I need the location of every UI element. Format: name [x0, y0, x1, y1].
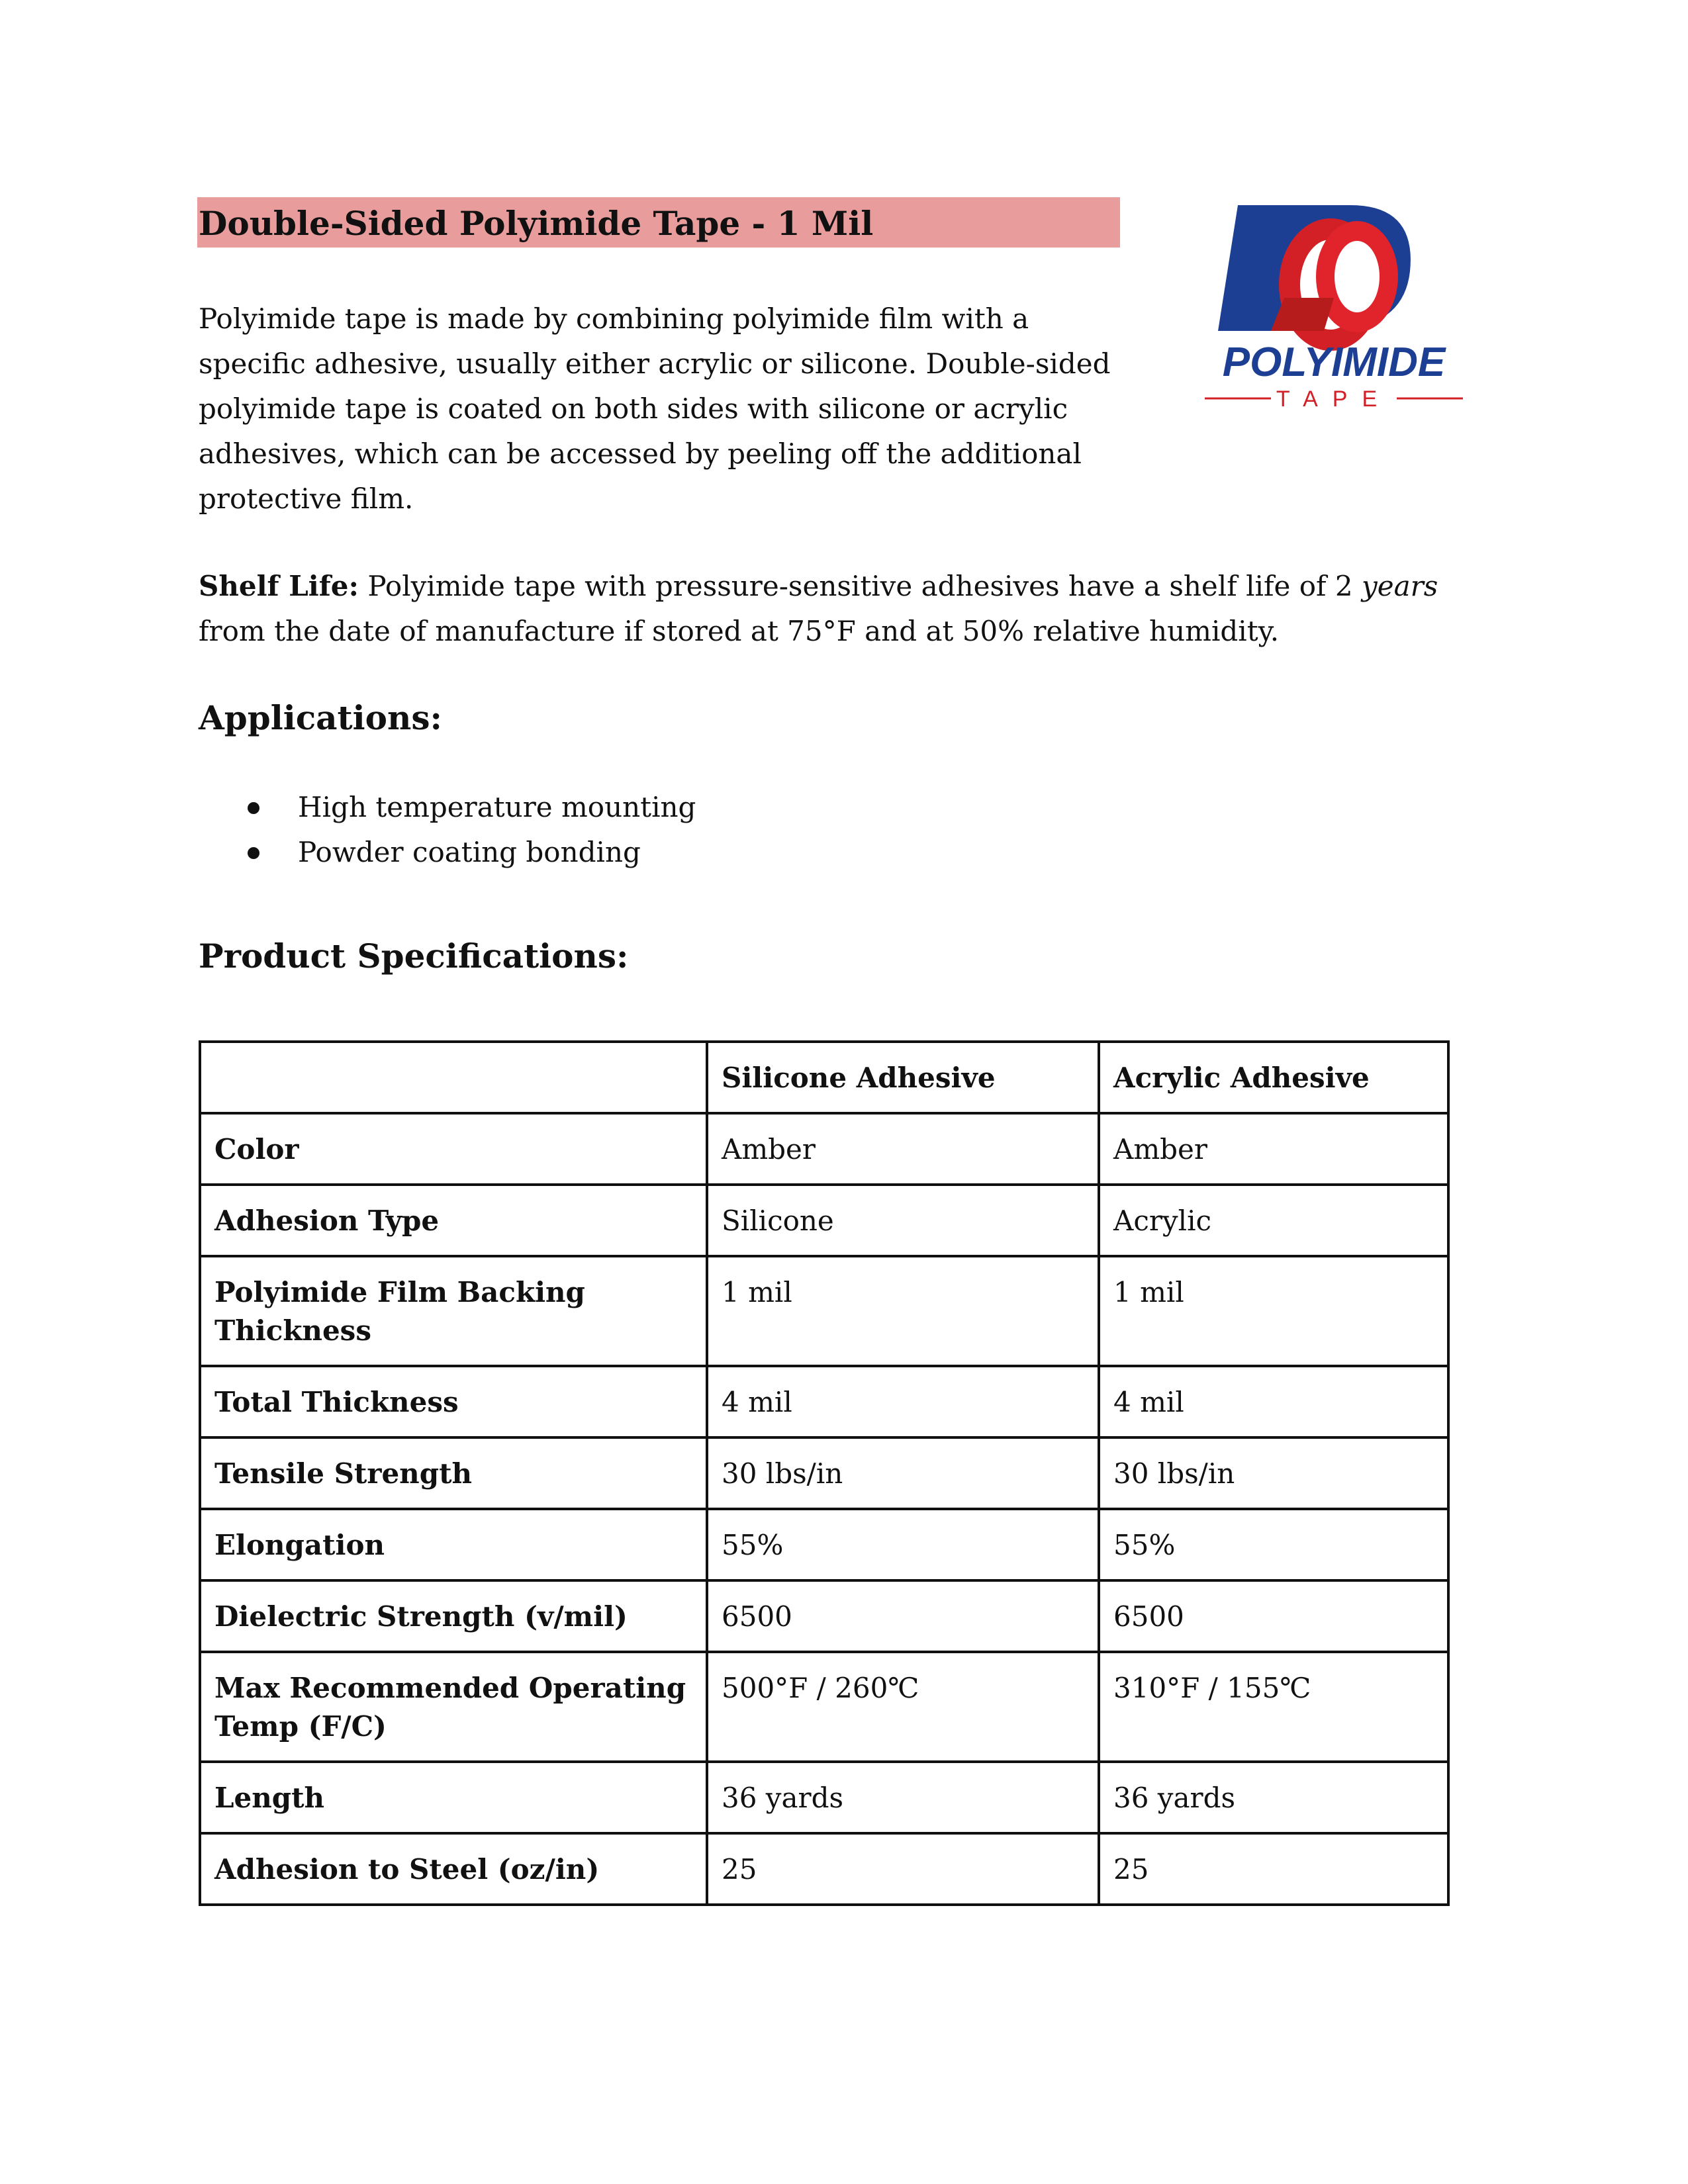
table-row — [200, 1833, 1448, 1905]
silicone-value: 500°F / 260℃ — [707, 1652, 1099, 1762]
silicone-value: 25 — [707, 1833, 1099, 1905]
shelf-life-label: Shelf Life: — [199, 570, 359, 602]
silicone-value: 1 mil — [707, 1256, 1099, 1366]
logo-brand-text: POLYIMIDE — [1222, 340, 1446, 385]
silicone-value: 4 mil — [707, 1366, 1099, 1437]
row-label: Total Thickness — [200, 1366, 707, 1437]
acrylic-value: 1 mil — [1099, 1256, 1448, 1366]
acrylic-value: 36 yards — [1099, 1762, 1448, 1833]
row-label: Max Recommended Operating Temp (F/C) — [200, 1652, 707, 1762]
row-label: Dielectric Strength (v/mil) — [200, 1580, 707, 1652]
table-row — [200, 1437, 1448, 1509]
table-row — [200, 1366, 1448, 1437]
silicone-value: 55% — [707, 1509, 1099, 1580]
acrylic-value: 6500 — [1099, 1580, 1448, 1652]
polyimide-tape-logo — [1192, 199, 1476, 417]
table-header-row — [200, 1042, 1448, 1113]
table-row — [200, 1652, 1448, 1762]
acrylic-value: 25 — [1099, 1833, 1448, 1905]
row-label: Tensile Strength — [200, 1437, 707, 1509]
table-row — [200, 1762, 1448, 1833]
acrylic-value: 30 lbs/in — [1099, 1437, 1448, 1509]
header-empty-cell — [200, 1042, 707, 1113]
acrylic-value: 4 mil — [1099, 1366, 1448, 1437]
list-item: Powder coating bonding — [199, 830, 696, 875]
table-row — [200, 1509, 1448, 1580]
page-title: Double-Sided Polyimide Tape - 1 Mil — [199, 204, 874, 243]
row-label: Length — [200, 1762, 707, 1833]
silicone-value: 36 yards — [707, 1762, 1099, 1833]
specifications-heading: Product Specifications: — [199, 936, 629, 976]
bullet-icon — [248, 847, 259, 859]
row-label: Polyimide Film Backing Thickness — [200, 1256, 707, 1366]
acrylic-value: Amber — [1099, 1113, 1448, 1185]
applications-list — [199, 785, 696, 875]
acrylic-value: 310°F / 155℃ — [1099, 1652, 1448, 1762]
header-silicone: Silicone Adhesive — [707, 1042, 1099, 1113]
header-acrylic: Acrylic Adhesive — [1099, 1042, 1448, 1113]
row-label: Adhesion Type — [200, 1185, 707, 1256]
table-row — [200, 1185, 1448, 1256]
logo-sub-text: TAPE — [1276, 387, 1392, 412]
silicone-value: 30 lbs/in — [707, 1437, 1099, 1509]
table-row — [200, 1113, 1448, 1185]
intro-paragraph: Polyimide tape is made by combining polyimide film with a specific adhesive, usually either acrylic or silicone. Double-sided polyimide tape is coated on both sides with silicone or acrylic adhesives, which can be accessed by peeling off the additional protective film. — [199, 302, 1111, 515]
silicone-value: Amber — [707, 1113, 1099, 1185]
row-label: Elongation — [200, 1509, 707, 1580]
table-row — [200, 1256, 1448, 1366]
silicone-value: Silicone — [707, 1185, 1099, 1256]
acrylic-value: Acrylic — [1099, 1185, 1448, 1256]
shelf-life-paragraph: Shelf Life: Polyimide tape with pressure-sensitive adhesives have a shelf life of 2 years from the date of manufacture if stored at 75°F and at 50% relative humidity. — [199, 570, 1438, 647]
row-label: Adhesion to Steel (oz/in) — [200, 1833, 707, 1905]
list-item: High temperature mounting — [199, 785, 696, 830]
acrylic-value: 55% — [1099, 1509, 1448, 1580]
table-row — [200, 1580, 1448, 1652]
specifications-table — [199, 1040, 1450, 1906]
bullet-icon — [248, 802, 259, 814]
silicone-value: 6500 — [707, 1580, 1099, 1652]
applications-heading: Applications: — [199, 698, 442, 737]
row-label: Color — [200, 1113, 707, 1185]
